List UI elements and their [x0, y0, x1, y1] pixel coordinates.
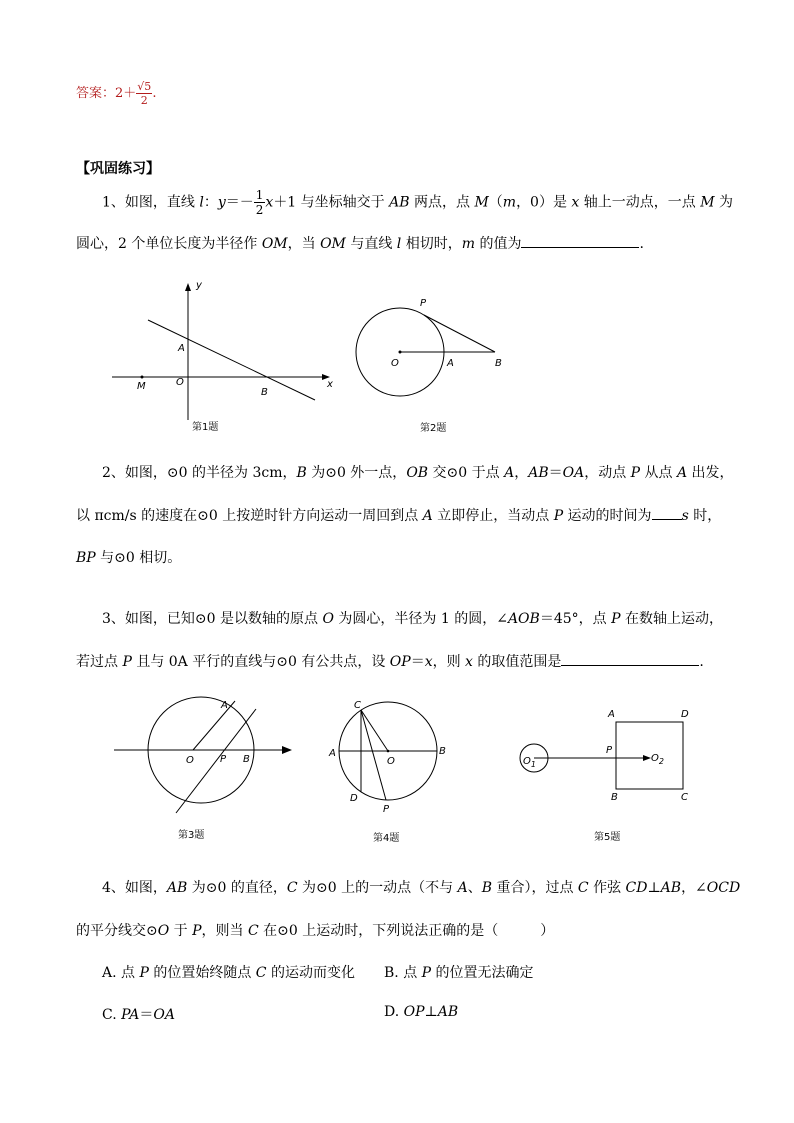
fig1-caption: 第1题	[192, 422, 219, 433]
q2-var-b: B	[296, 465, 307, 481]
fig1-point-m	[141, 376, 144, 379]
q4-opt-text: ⊥	[424, 1004, 438, 1020]
q1-text: 圆心，2 个单位长度为半径作	[76, 236, 262, 252]
q3-text: 的取值范围是	[472, 654, 562, 670]
q3-var-p: P	[122, 654, 132, 670]
q4-var-p: P	[192, 923, 202, 939]
fig2-center-o	[399, 351, 402, 354]
q1-text: 两点，点	[409, 194, 475, 211]
q1-line1	[102, 188, 733, 217]
q1-var-m: M	[700, 194, 715, 211]
q4-var-ab: AB	[660, 880, 682, 896]
answer-prefix: 2＋	[115, 86, 137, 101]
answer-line	[76, 80, 156, 107]
q1-var-m: M	[474, 194, 489, 211]
q1-var-om: OM	[320, 236, 346, 252]
fig4-label-b: B	[439, 746, 446, 757]
q2-text: ，动点	[584, 465, 631, 481]
q4-text: 为⊙0 的直径，	[187, 880, 287, 896]
q1-text: ＝－	[225, 194, 254, 211]
fig4-label-c: C	[354, 700, 361, 711]
q2-text: 与⊙0 相切。	[95, 550, 182, 566]
q4-var-p: P	[139, 965, 149, 981]
fig1-label-x: x	[327, 379, 333, 390]
q4-opt-text: 的位置无法确定	[431, 965, 534, 981]
q4-text: 的平分线交⊙	[76, 923, 158, 939]
q4-text: 为⊙0 上的一动点（不与	[297, 880, 458, 896]
q2-text: 交⊙0 于点	[428, 465, 505, 481]
fig4-label-o: O	[387, 756, 395, 767]
answer-fraction	[136, 80, 152, 107]
q1-var-l: l	[199, 194, 204, 211]
q3-line2	[76, 651, 704, 671]
q4-text: 作弦	[588, 880, 626, 896]
section-title: 【巩固练习】	[76, 161, 160, 177]
q1-frac-den: 2	[255, 203, 264, 217]
q4-var-pa: PA	[121, 1007, 140, 1023]
q2-text: 出发，	[687, 465, 734, 481]
figure-4	[325, 695, 455, 845]
q4-text: 在⊙0 上运动时，下列说法正确的是（ ）	[258, 923, 555, 939]
q1-text: ：	[203, 194, 218, 211]
fig4-center-o	[387, 750, 390, 753]
q1-answer-blank[interactable]	[521, 235, 639, 248]
fig5-arrow	[643, 755, 651, 761]
q4-text: 重合），过点	[492, 880, 578, 896]
fig2-tangent-pb	[424, 315, 495, 352]
fig4-segment-cp	[361, 710, 386, 800]
q4-opt-text: D.	[384, 1004, 404, 1020]
q1-text: ＋1 与坐标轴交于	[273, 194, 390, 211]
q2-var-p: P	[553, 508, 564, 524]
q4-text: 4、如图，	[102, 880, 167, 896]
fig4-label-p: P	[383, 804, 390, 815]
q4-var-c: C	[248, 923, 259, 939]
q2-text: 立即停止，当动点	[432, 508, 554, 524]
q1-frac-num: 1	[255, 188, 264, 202]
q4-opt-text: 的运动而变化	[266, 965, 355, 981]
q1-text: ，当	[287, 236, 321, 252]
q4-var-o: O	[157, 923, 170, 939]
q2-line2	[76, 505, 721, 525]
q4-var-c: C	[286, 880, 298, 896]
q4-var-op: OP	[403, 1004, 425, 1020]
fig1-label-y: y	[196, 280, 202, 291]
q4-opt-text: 的位置始终随点	[148, 965, 256, 981]
q1-text: 与直线	[345, 236, 397, 252]
q1-var-om: OM	[261, 236, 288, 252]
q1-text: 相切时，	[401, 236, 462, 252]
figure-2	[350, 290, 520, 435]
q2-line3	[76, 547, 181, 567]
q1-var-x: x	[571, 194, 580, 211]
fig3-label-a: A	[221, 700, 228, 711]
q3-text: 若过点	[76, 654, 123, 670]
fig5-caption: 第5题	[594, 832, 621, 843]
answer-fraction-num: √5	[137, 80, 152, 93]
q4-option-a[interactable]	[102, 962, 355, 982]
fig3-segment-oa	[193, 701, 235, 750]
q3-text: 在数轴上运动，	[620, 611, 723, 627]
q4-text: ，∠	[681, 880, 707, 896]
q3-var-x: x	[465, 654, 473, 670]
q1-text: .	[639, 236, 644, 252]
q2-line1	[102, 462, 734, 482]
fig5-label-c: C	[681, 792, 688, 803]
q2-text: 运动的时间为	[563, 508, 652, 524]
q3-var-aob: AOB	[507, 611, 540, 627]
q3-line1	[102, 608, 723, 628]
fig5-label-o1-sub: 1	[530, 760, 536, 769]
q4-opt-text: C.	[102, 1007, 122, 1023]
fig5-label-a: A	[608, 709, 615, 720]
q1-var-m-lower: m	[461, 236, 476, 252]
q2-var-oa: OA	[562, 465, 585, 481]
q4-option-b[interactable]	[384, 962, 534, 982]
q4-var-b: B	[481, 880, 493, 896]
q1-text: ，0）是	[516, 194, 572, 211]
q1-var-y: y	[217, 194, 226, 211]
fig5-label-o1-base: O	[523, 756, 531, 767]
q3-text: 3、如图，已知⊙0 是以数轴的原点	[102, 611, 323, 627]
q4-var-p: P	[421, 965, 432, 981]
q2-text: 从点	[640, 465, 677, 481]
q2-var-ab: AB	[528, 465, 549, 481]
q4-var-ab: AB	[166, 880, 188, 896]
q2-text: 时，	[688, 508, 722, 524]
figure-3	[110, 695, 300, 845]
q4-var-cd: CD	[625, 880, 648, 896]
q1-var-x: x	[265, 194, 274, 211]
q2-var-a: A	[676, 465, 688, 481]
q4-text: 、	[467, 880, 482, 896]
fig2-label-p: P	[420, 298, 427, 309]
q1-line2	[76, 233, 644, 253]
q2-unit-s: s	[681, 508, 689, 524]
q2-var-bp: BP	[76, 550, 96, 566]
q3-text: .	[699, 654, 704, 670]
q4-opt-text: B. 点	[384, 965, 422, 981]
q2-answer-blank[interactable]	[652, 507, 682, 520]
q4-var-c: C	[577, 880, 589, 896]
q1-var-m-lower: m	[502, 194, 517, 211]
q4-text: 于	[169, 923, 193, 939]
fig1-label-m: M	[137, 381, 146, 392]
q2-text: ＝	[548, 465, 563, 481]
q4-var-ab: AB	[437, 1004, 459, 1020]
q4-option-c[interactable]	[102, 1004, 175, 1024]
fig1-line-l	[148, 320, 315, 400]
answer-label: 答案：	[76, 86, 116, 101]
answer-end: .	[152, 86, 157, 101]
q4-opt-text: ＝	[139, 1007, 154, 1023]
q4-line2	[76, 920, 554, 940]
q4-text: ⊥	[647, 880, 661, 896]
q4-var-oa: OA	[153, 1007, 175, 1023]
fig5-label-b: B	[611, 792, 618, 803]
q4-var-c: C	[255, 965, 267, 981]
q4-text: ，则当	[201, 923, 248, 939]
fig4-caption: 第4题	[373, 833, 400, 844]
fig4-label-a: A	[329, 748, 336, 759]
q2-text: ，	[514, 465, 529, 481]
q4-var-ocd: OCD	[706, 880, 741, 896]
fig5-label-p: P	[606, 745, 613, 756]
fig2-caption: 第2题	[420, 423, 447, 434]
fig5-label-d: D	[681, 709, 689, 720]
q2-var-p: P	[630, 465, 641, 481]
q2-text: 2、如图，⊙0 的半径为 3cm，	[102, 465, 297, 481]
fig1-label-a: A	[178, 343, 185, 354]
fig3-axis-arrow	[282, 746, 292, 754]
q4-line1	[102, 877, 740, 897]
fig3-label-b: B	[243, 754, 250, 765]
fig5-label-o2-base: O	[651, 753, 659, 764]
fig2-label-a: A	[447, 358, 454, 369]
q1-var-l: l	[396, 236, 402, 252]
q3-var-x: x	[424, 654, 433, 670]
q1-text: 为	[714, 194, 734, 211]
q1-text: （	[488, 194, 503, 211]
q4-var-a: A	[457, 880, 468, 896]
q3-text: 为圆心，半径为 1 的圆，∠	[333, 611, 508, 627]
fig4-segment-oc	[361, 710, 388, 751]
q3-var-o: O	[322, 611, 334, 627]
q3-text: ＝	[410, 654, 425, 670]
q1-var-ab: AB	[389, 194, 410, 211]
q3-var-op: OP	[389, 654, 411, 670]
fig3-label-p: P	[220, 754, 227, 765]
fig3-label-o: O	[186, 755, 194, 766]
answer-fraction-den: 2	[140, 94, 148, 107]
fig5-square-abcd	[616, 722, 683, 789]
q2-var-a: A	[504, 465, 515, 481]
figure-5	[510, 700, 720, 845]
q1-text: 1、如图，直线	[102, 194, 200, 211]
q3-text: 且与 0A 平行的直线与⊙0 有公共点，设	[131, 654, 390, 670]
q4-option-d[interactable]	[384, 1004, 458, 1020]
fig1-y-arrow	[185, 283, 191, 291]
q3-answer-blank[interactable]	[561, 653, 699, 666]
q3-text: ，则	[432, 654, 466, 670]
fig4-label-d: D	[350, 793, 358, 804]
q3-text: ＝45°，点	[539, 611, 612, 627]
q2-text: 为⊙0 外一点，	[306, 465, 407, 481]
fig5-label-o2	[651, 753, 664, 766]
q3-var-p: P	[611, 611, 621, 627]
fig5-label-o2-sub: 2	[658, 757, 664, 766]
q2-text: 以 πcm/s 的速度在⊙0 上按逆时针方向运动一周回到点	[76, 508, 423, 524]
q4-opt-text: A. 点	[102, 965, 140, 981]
q2-var-ob: OB	[406, 465, 429, 481]
fig1-label-b: B	[261, 387, 268, 398]
q1-text: 的值为	[475, 236, 522, 252]
figure-1	[110, 275, 340, 435]
fig3-caption: 第3题	[178, 830, 205, 841]
q1-text: 轴上一动点，一点	[579, 194, 701, 211]
fig1-label-o: O	[176, 377, 184, 388]
q1-fraction	[254, 188, 266, 217]
fig2-label-o: O	[391, 358, 399, 369]
fig2-label-b: B	[495, 358, 502, 369]
q2-var-a: A	[422, 508, 433, 524]
